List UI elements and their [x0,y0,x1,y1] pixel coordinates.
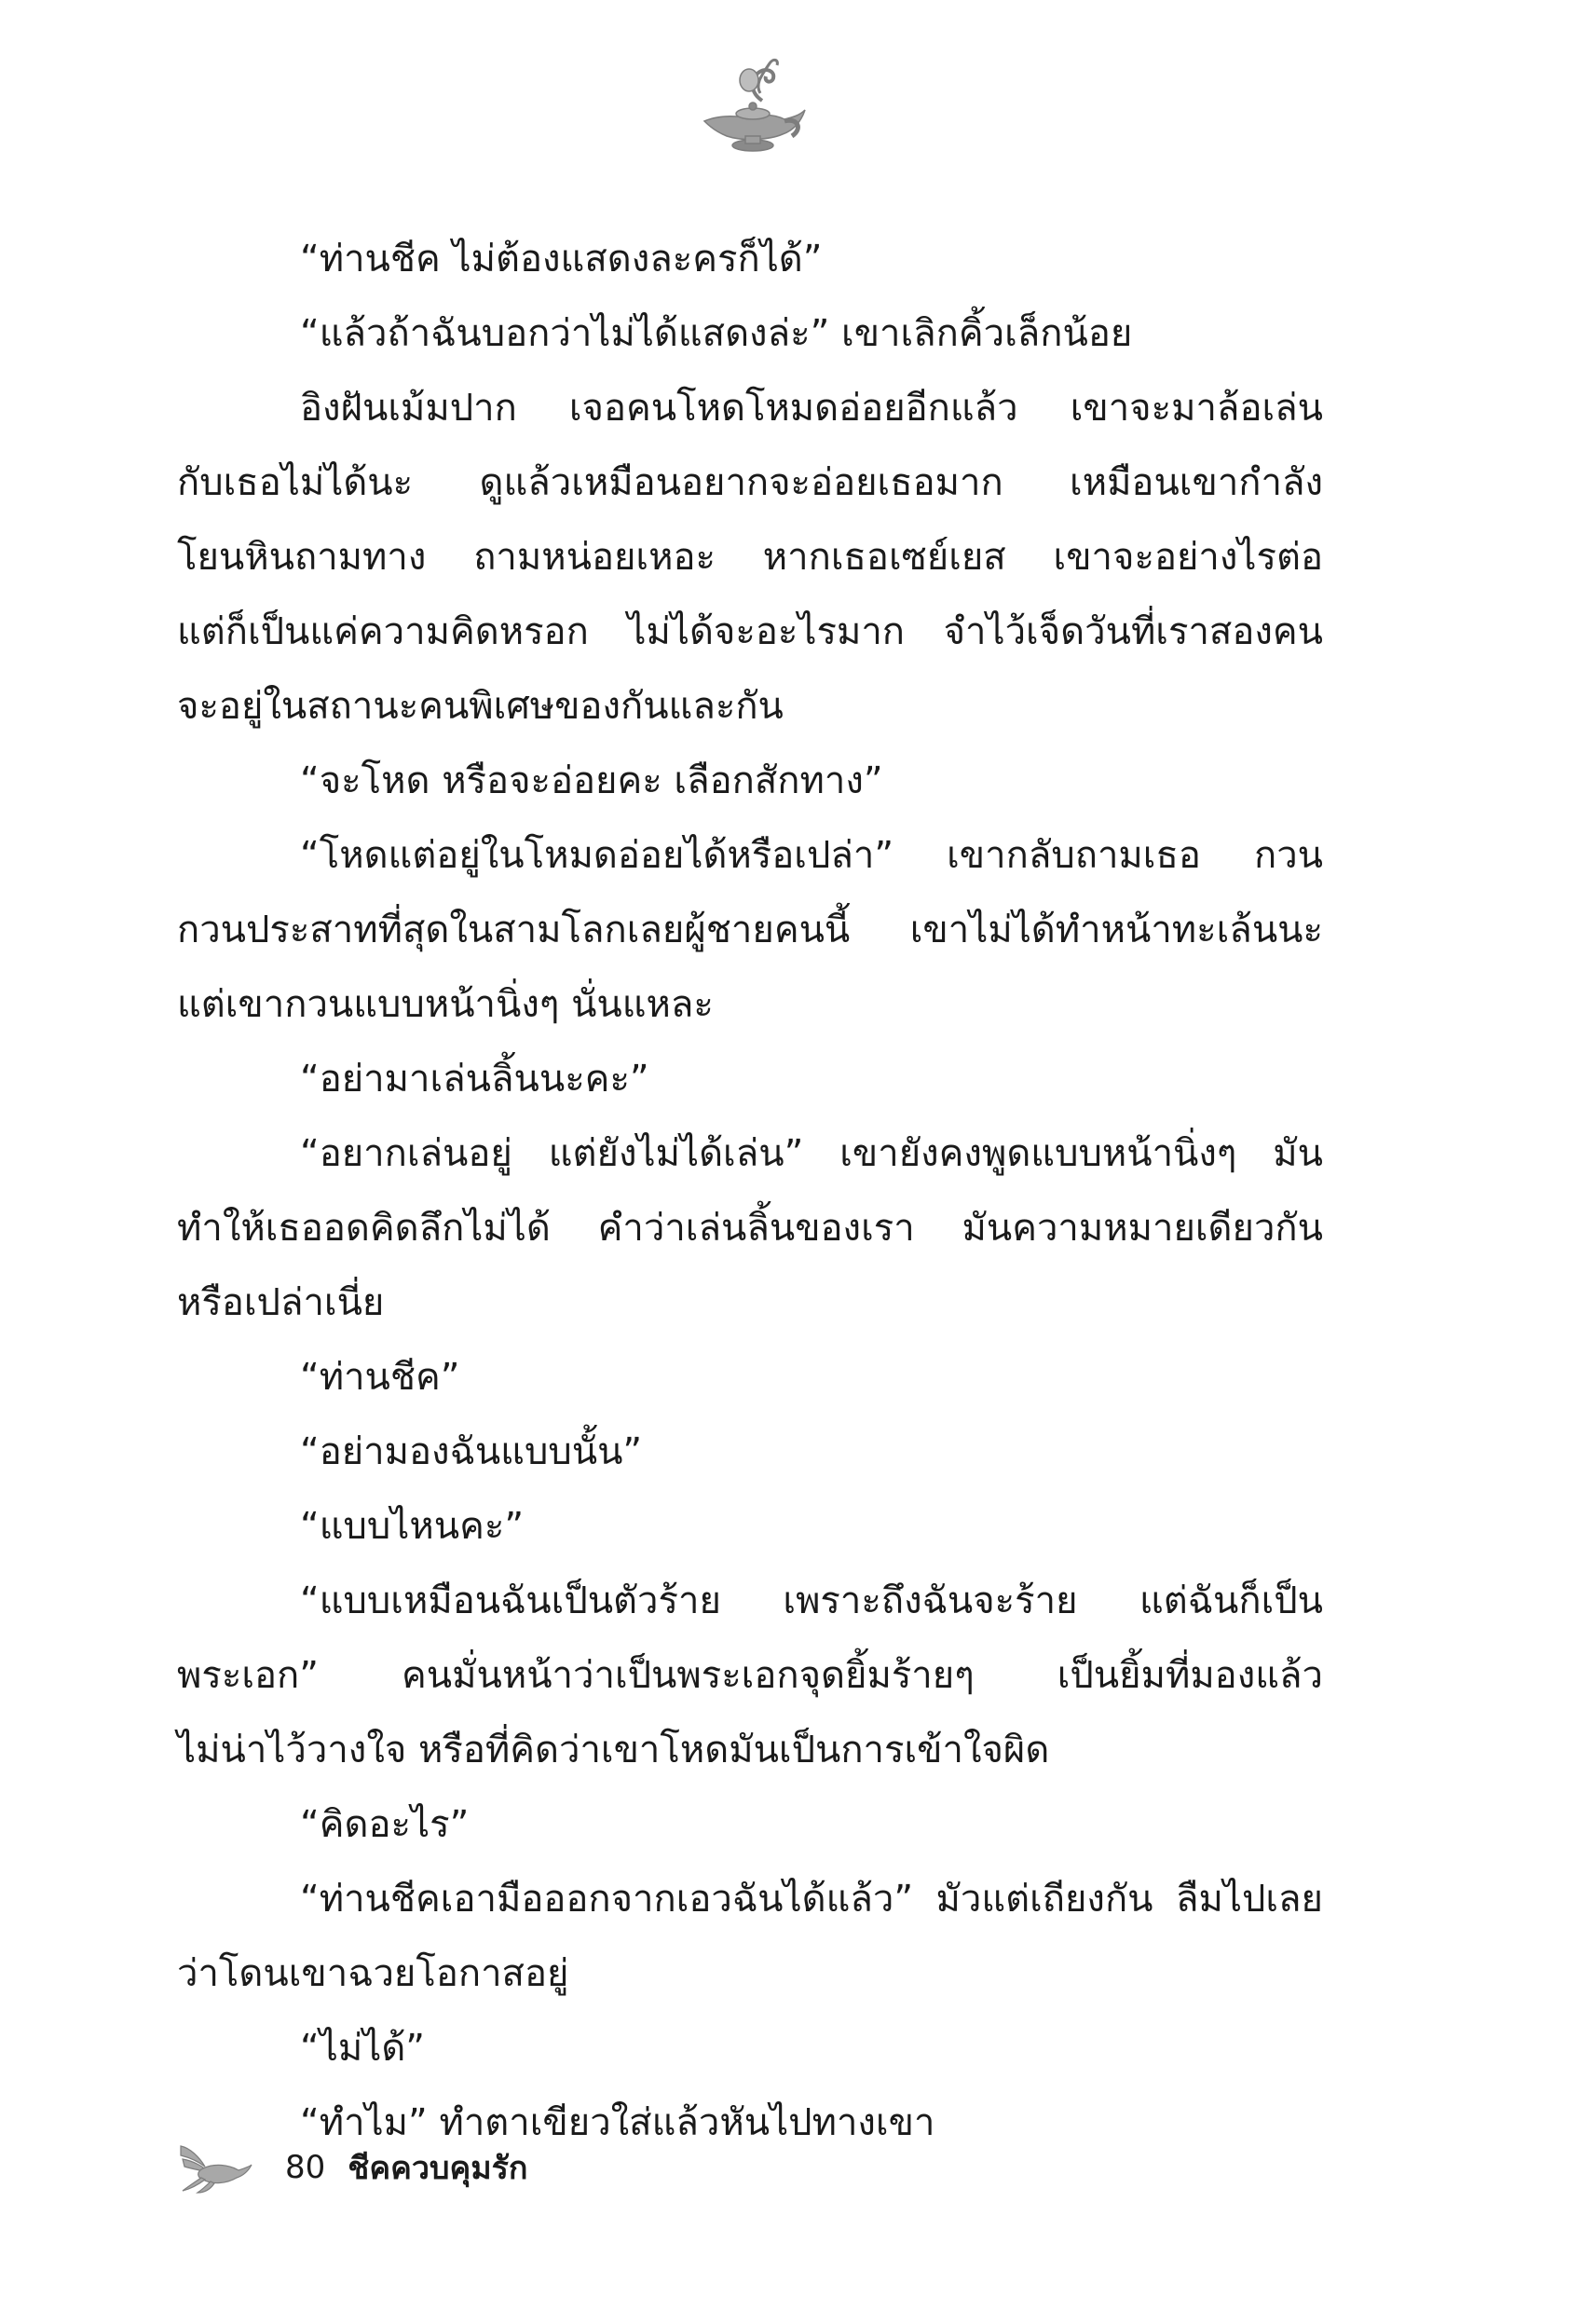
page-number: 80 [285,2149,326,2186]
text-line: “คิดอะไร” [300,1803,470,1846]
text-line: “อย่ามาเล่นลิ้นนะคะ” [300,1058,649,1101]
text-line: อิงฝันเม้มปาก เจอคนโหดโหมดอ่อยอีกแล้ว เขาจะมาล้อเล่น [300,387,1323,430]
text-line: พระเอก” คนมั่นหน้าว่าเป็นพระเอกจุดยิ้มร้ายๆ เป็นยิ้มที่มองแล้ว [177,1654,1323,1697]
text-line: จะอยู่ในสถานะคนพิเศษของกันและกัน [177,685,784,728]
text-line: “แบบไหนคะ” [300,1505,525,1548]
text-line: “จะโหด หรือจะอ่อยคะ เลือกสักทาง” [300,759,883,802]
body-text [177,222,1323,2160]
text-line: “ท่านชีค” [300,1356,460,1399]
text-line: ว่าโดนเขาฉวยโอกาสอยู่ [177,1952,569,1995]
text-line: “อยากเล่นอยู่ แต่ยังไม่ได้เล่น” เขายังคงพูดแบบหน้านิ่งๆ มัน [300,1132,1323,1175]
text-line: “ท่านชีค ไม่ต้องแสดงละครก็ได้” [300,238,823,280]
text-line: หรือเปล่าเนี่ย [177,1281,385,1324]
book-title: ชีคควบคุมรัก [348,2150,528,2187]
text-line: “แล้วถ้าฉันบอกว่าไม่ได้แสดงล่ะ” เขาเลิกคิ้วเล็กน้อย [300,312,1133,355]
text-line: “ทำไม” ทำตาเขียวใส่แล้วหันไปทางเขา [300,2101,935,2144]
text-line: “ไม่ได้” [300,2027,426,2070]
text-line: “แบบเหมือนฉันเป็นตัวร้าย เพราะถึงฉันจะร้าย แต่ฉันก็เป็น [300,1579,1323,1622]
text-line: ไม่น่าไว้วางใจ หรือที่คิดว่าเขาโหดมันเป็นการเข้าใจผิด [177,1729,1050,1771]
text-line: “อย่ามองฉันแบบนั้น” [300,1430,643,1473]
text-line: “โหดแต่อยู่ในโหมดอ่อยได้หรือเปล่า” เขากลับถามเธอ กวน [300,834,1323,877]
text-line: กวนประสาทที่สุดในสามโลกเลยผู้ชายคนนี้ เขาไม่ได้ทำหน้าทะเล้นนะ [177,909,1323,951]
text-line: กับเธอไม่ได้นะ ดูแล้วเหมือนอยากจะอ่อยเธอมาก เหมือนเขากำลัง [177,461,1323,504]
genie-lamp-icon [695,56,811,158]
text-line: โยนหินถามทาง ถามหน่อยเหอะ หากเธอเซย์เยส เขาจะอย่างไรต่อ [177,536,1323,579]
dove-icon [177,2140,253,2195]
page-footer [177,2140,528,2195]
text-line: ทำให้เธออดคิดลึกไม่ได้ คำว่าเล่นลิ้นของเรา มันความหมายเดียวกัน [177,1207,1323,1250]
text-line: “ท่านชีคเอามือออกจากเอวฉันได้แล้ว” มัวแต่เถียงกัน ลืมไปเลย [300,1878,1323,1921]
text-line: แต่เขากวนแบบหน้านิ่งๆ นั่นแหละ [177,983,714,1026]
text-line: แต่ก็เป็นแค่ความคิดหรอก ไม่ได้จะอะไรมาก จำไว้เจ็ดวันที่เราสองคน [177,610,1323,653]
